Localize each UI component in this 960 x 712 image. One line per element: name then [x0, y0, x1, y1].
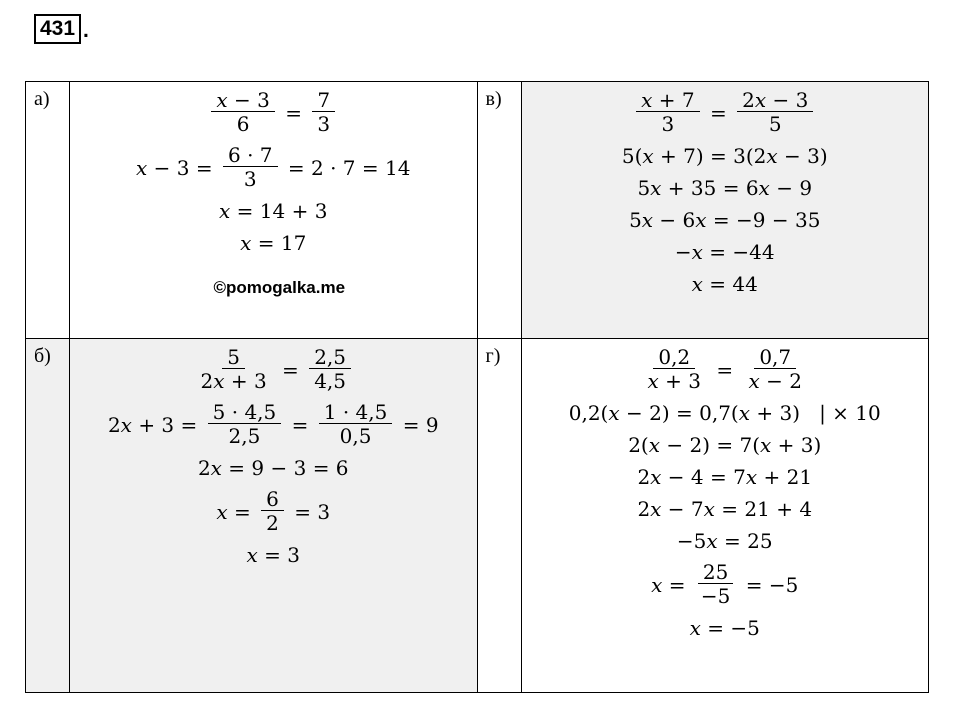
equation-line: [692, 272, 758, 296]
equation-line: [219, 199, 327, 223]
fraction-denominator: 5: [768, 112, 782, 136]
cell-label-v: в): [477, 82, 521, 339]
equation-text: = −5: [739, 572, 799, 597]
equation-text: 5(𝑥 + 7) = 3(2𝑥 − 3): [621, 144, 828, 168]
equation-text: 2𝑥 − 7𝑥 = 21 + 4: [637, 497, 813, 521]
equation-text: = 3: [287, 499, 331, 524]
equation-text: 𝑥 = 44: [691, 272, 758, 296]
equation-line: [628, 433, 821, 457]
equation-line: [108, 401, 439, 448]
fraction-denominator: 3: [317, 112, 331, 136]
solution-v: [522, 82, 929, 300]
equation-text: 2(𝑥 − 2) = 7(𝑥 + 3): [628, 433, 822, 457]
fraction-denominator: 3: [661, 112, 675, 136]
equation-line: [569, 401, 881, 425]
fraction: [743, 346, 806, 393]
watermark: ©pomogalka.me: [213, 278, 346, 297]
fraction-numerator: 0,2: [653, 346, 695, 369]
equation-line: [207, 89, 339, 136]
fraction-denominator: 0,5: [339, 424, 372, 448]
equation-text: =: [275, 357, 306, 382]
fraction: [223, 144, 278, 191]
equation-line: [677, 529, 773, 553]
cell-label-a: а): [26, 82, 70, 339]
table-row: [26, 339, 929, 693]
fraction: [696, 561, 735, 608]
fraction-numerator: 𝑥 − 3: [211, 89, 274, 112]
equation-text: 𝑥 − 3 =: [136, 155, 219, 180]
fraction-numerator: 6: [261, 488, 284, 511]
fraction-numerator: 6 · 7: [223, 144, 278, 167]
equation-line: [637, 176, 812, 200]
fraction: [737, 89, 813, 136]
fraction-numerator: 2,5: [309, 346, 351, 369]
fraction-numerator: 2𝑥 − 3: [737, 89, 813, 112]
equation-line: [136, 144, 410, 191]
solution-table: [25, 81, 929, 693]
equation-text: 2𝑥 − 4 = 7𝑥 + 21: [637, 465, 813, 489]
equation-text: =: [278, 100, 309, 125]
equation-text: −5𝑥 = 25: [676, 529, 773, 553]
fraction: [309, 346, 351, 393]
fraction-denominator: 3: [243, 167, 257, 191]
equation-line: [192, 346, 356, 393]
equation-text: −𝑥 = −44: [674, 240, 775, 264]
cell-label-b: б): [26, 339, 70, 693]
fraction-denominator: 4,5: [314, 369, 346, 393]
fraction: [319, 401, 393, 448]
equation-line: [651, 561, 798, 608]
cell-v: [521, 82, 929, 339]
equation-text: 𝑥 =: [216, 499, 258, 524]
fraction-numerator: 5 · 4,5: [208, 401, 282, 424]
fraction-denominator: 6: [236, 112, 250, 136]
fraction: [643, 346, 706, 393]
solution-a: [70, 82, 477, 259]
fraction: [196, 346, 272, 393]
equation-line: [637, 497, 812, 521]
fraction-numerator: 1 · 4,5: [319, 401, 393, 424]
equation-text: 5𝑥 + 35 = 6𝑥 − 9: [637, 176, 813, 200]
equation-text: 2𝑥 + 3 =: [107, 412, 204, 437]
equation-line: [639, 346, 811, 393]
cell-g: [521, 339, 929, 693]
fraction-denominator: 2,5: [228, 424, 261, 448]
fraction: [211, 89, 274, 136]
cell-b: [70, 339, 478, 693]
equation-text: =: [703, 100, 734, 125]
equation-text: =: [285, 412, 315, 437]
equation-line: [216, 488, 330, 535]
equation-line: [247, 543, 300, 567]
equation-text: 2𝑥 = 9 − 3 = 6: [197, 456, 349, 480]
equation-line: [675, 240, 775, 264]
fraction: [261, 488, 284, 535]
fraction-numerator: 7: [312, 89, 335, 112]
equation-text: 𝑥 =: [651, 572, 692, 597]
task-number-box: 431: [34, 14, 81, 44]
equation-text: =: [710, 357, 740, 382]
equation-line: [622, 144, 828, 168]
fraction-numerator: 5: [222, 346, 245, 369]
fraction-denominator: 𝑥 + 3: [647, 369, 701, 393]
task-number-dot: .: [83, 19, 89, 42]
fraction-numerator: 0,7: [754, 346, 796, 369]
equation-text: = 2 · 7 = 14: [281, 155, 411, 180]
equation-line: [632, 89, 817, 136]
equation-text: 5𝑥 − 6𝑥 = −9 − 35: [629, 208, 821, 232]
cell-label-g: г): [477, 339, 521, 693]
table-row: [26, 82, 929, 339]
fraction-denominator: 2: [266, 511, 279, 535]
fraction-numerator: 25: [698, 561, 733, 584]
equation-line: [629, 208, 820, 232]
equation-line: [198, 456, 349, 480]
equation-line: [240, 231, 306, 255]
fraction: [208, 401, 282, 448]
equation-line: [690, 616, 760, 640]
equation-text: 𝑥 = 3: [246, 543, 300, 567]
solution-b: [70, 339, 477, 571]
equation-text: 𝑥 = 14 + 3: [219, 199, 328, 223]
task-number: [34, 14, 89, 44]
equation-line: [637, 465, 812, 489]
solution-g: [522, 339, 929, 644]
fraction: [636, 89, 699, 136]
fraction-numerator: 𝑥 + 7: [636, 89, 699, 112]
cell-a: [70, 82, 478, 339]
fraction-denominator: 𝑥 − 2: [748, 369, 802, 393]
fraction-denominator: −5: [700, 584, 731, 608]
equation-text: 𝑥 = −5: [689, 616, 760, 640]
fraction-denominator: 2𝑥 + 3: [200, 369, 267, 393]
equation-text: = 9: [396, 412, 439, 437]
equation-text: 𝑥 = 17: [240, 231, 307, 255]
fraction: [312, 89, 335, 136]
equation-text: 0,2(𝑥 − 2) = 0,7(𝑥 + 3) | × 10: [568, 401, 881, 425]
